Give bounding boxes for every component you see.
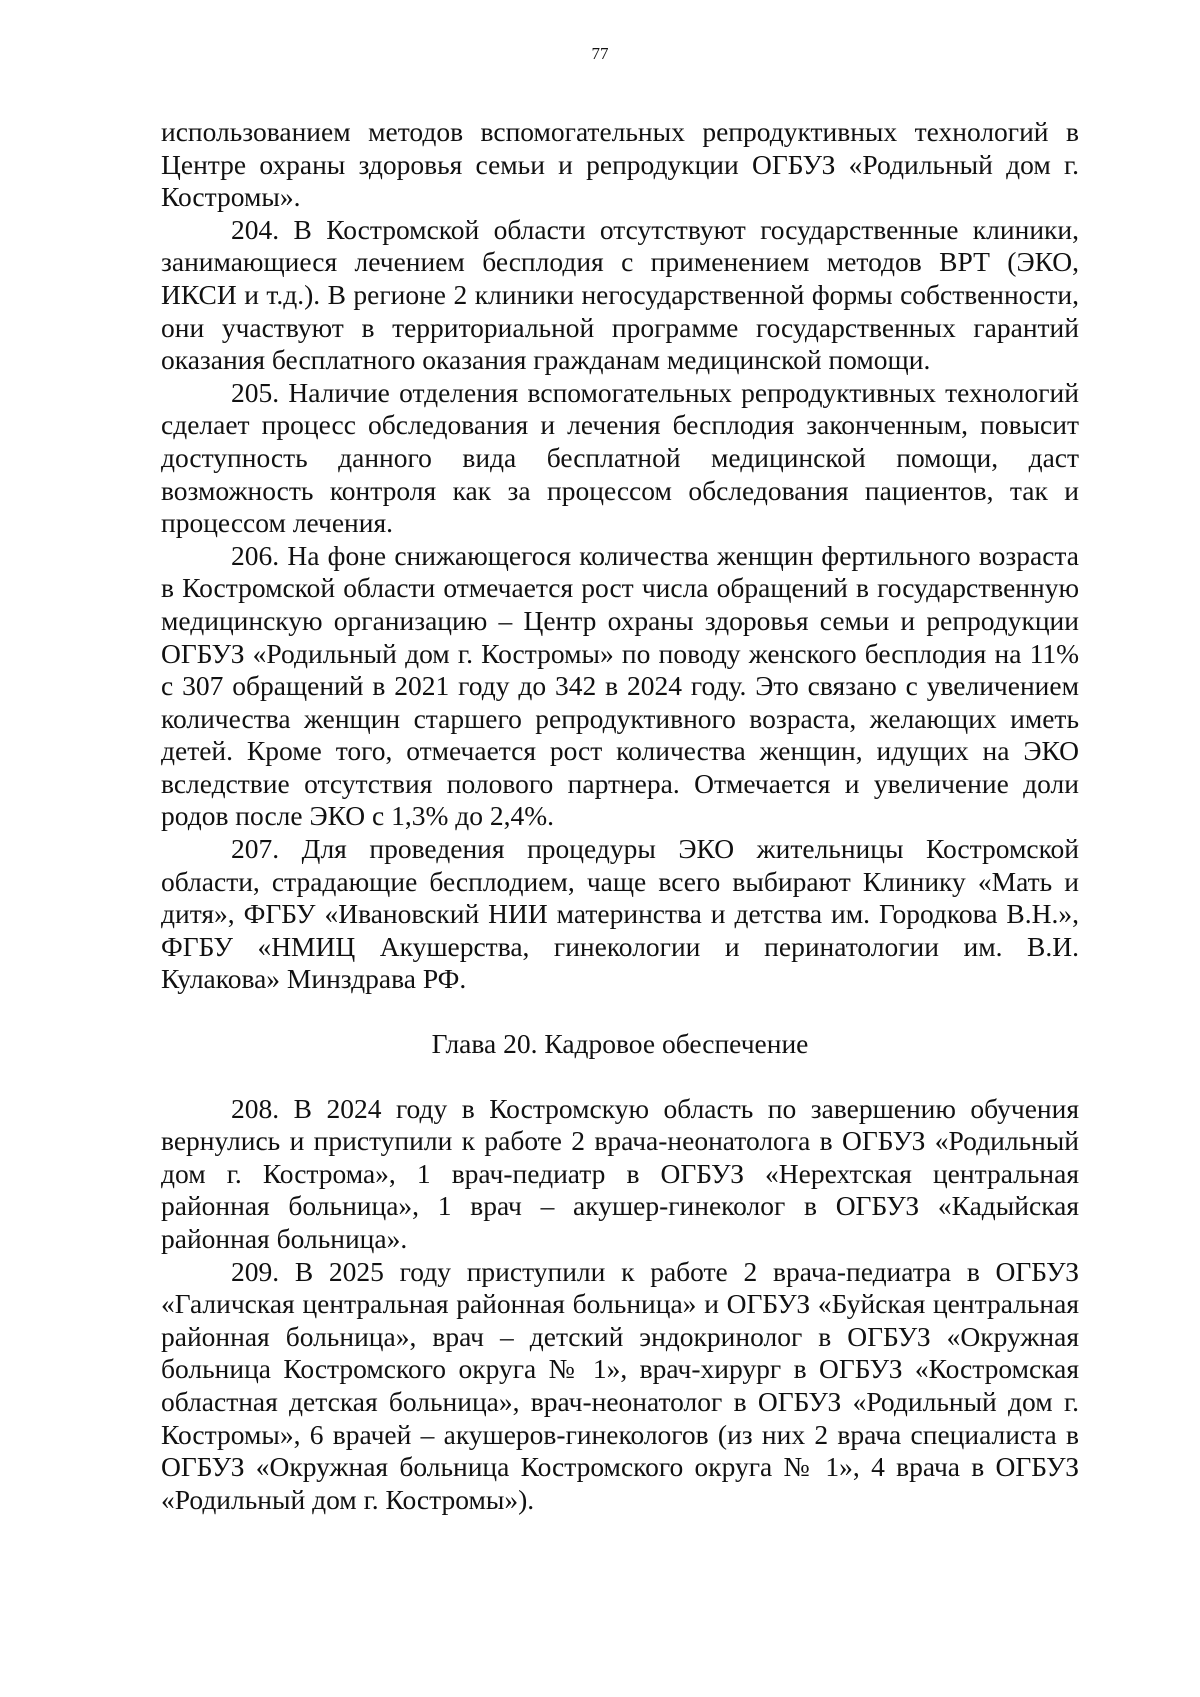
page-number: 77: [591, 44, 609, 63]
paragraph-continuation: использованием методов вспомогательных репродуктивных технологий в Центре охраны здоровья семьи и репродукции ОГБУЗ «Родильный дом г. Костромы».: [161, 116, 1079, 213]
paragraph-206: 206. На фоне снижающегося количества женщин фертильного возраста в Костромской области отмечается рост числа обращений в государственную медицинскую организацию – Центр охраны здоровья семьи и репродукции ОГБУЗ «Родильный дом г. Костромы» по поводу женского бесплодия на 11% с 307 обращений в 2021 году до 342 в 2024 году. Это связано с увеличением количества женщин старшего репродуктивного возраста, желающих иметь детей. Кроме того, отмечается рост количества женщин, идущих на ЭКО вследствие отсутствия полового партнера. Отмечается и увеличение доли родов после ЭКО с 1,3% до 2,4%.: [161, 539, 1079, 832]
paragraph-204: 204. В Костромской области отсутствуют государственные клиники, занимающиеся лечением бесплодия с применением методов ВРТ (ЭКО, ИКСИ и т.д.). В регионе 2 клиники негосударственной формы собственности, они участвуют в территориальной программе государственных гарантий оказания бесплатного оказания гражданам медицинской помощи.: [161, 213, 1079, 376]
paragraph-208: 208. В 2024 году в Костромскую область по завершению обучения вернулись и приступили к работе 2 врача-неонатолога в ОГБУЗ «Родильный дом г. Кострома», 1 врач-педиатр в ОГБУЗ «Нерехтская центральная районная больница», 1 врач – акушер-гинеколог в ОГБУЗ «Кадыйская районная больница».: [161, 1092, 1079, 1254]
paragraph-207: 207. Для проведения процедуры ЭКО жительницы Костромской области, страдающие бесплодием, чаще всего выбирают Клинику «Мать и дитя», ФГБУ «Ивановский НИИ материнства и детства им. Городкова В.Н.», ФГБУ «НМИЦ Акушерства, гинекологии и перинатологии им. В.И. Кулакова» Минздрава РФ.: [161, 833, 1079, 995]
paragraph-205: 205. Наличие отделения вспомогательных репродуктивных технологий сделает процесс обследования и лечения бесплодия законченным, повысит доступность данного вида бесплатной медицинской помощи, даст возможность контроля как за процессом обследования пациентов, так и процессом лечения.: [161, 376, 1079, 539]
document-body: [161, 116, 1079, 1516]
chapter-heading: Глава 20. Кадровое обеспечение: [431, 1028, 809, 1060]
paragraph-209: 209. В 2025 году приступили к работе 2 врача-педиатра в ОГБУЗ «Галичская центральная районная больница» и ОГБУЗ «Буйская центральная районная больница», врач – детский эндокринолог в ОГБУЗ «Окружная больница Костромского округа № 1», врач-хирург в ОГБУЗ «Костромская областная детская больница», врач-неонатолог в ОГБУЗ «Родильный дом г. Костромы», 6 врачей – акушеров-гинекологов (из них 2 врача специалиста в ОГБУЗ «Окружная больница Костромского округа № 1», 4 врача в ОГБУЗ «Родильный дом г. Костромы»).: [161, 1255, 1079, 1515]
